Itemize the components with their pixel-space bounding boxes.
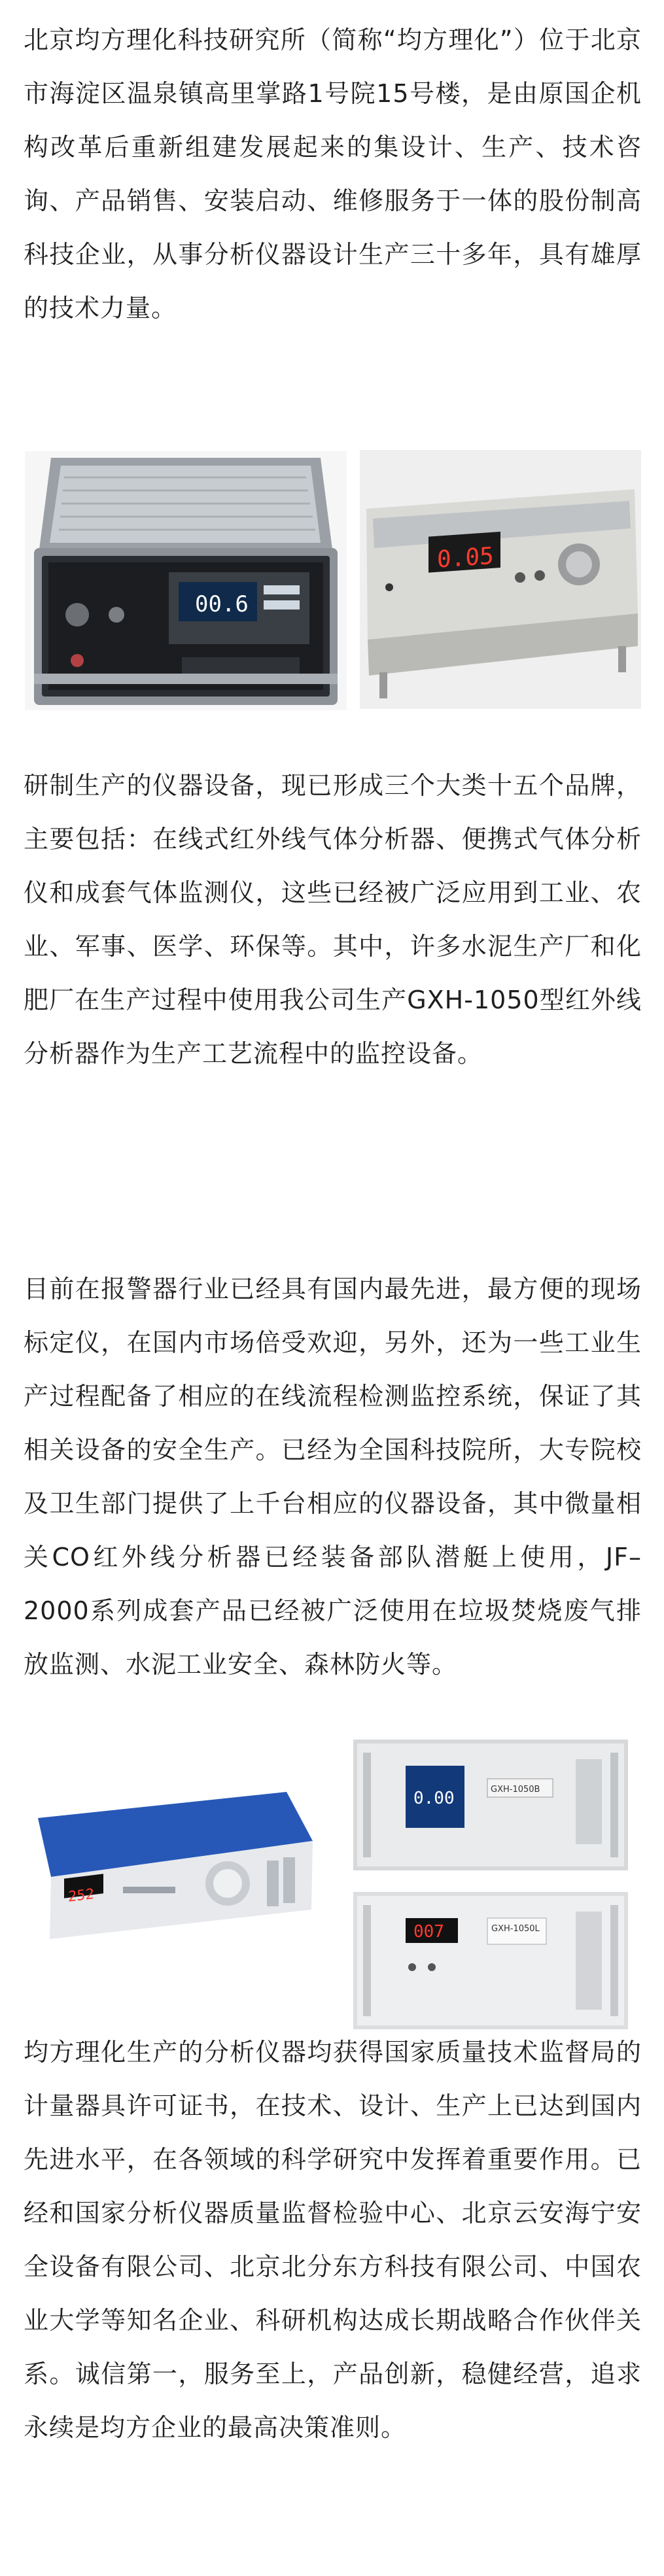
rack-blue-display-value: 252 bbox=[68, 1886, 94, 1906]
certification-paragraph: 均方理化生产的分析仪器均获得国家质量技术监督局的计量器具许可证书，在技术、设计、生产上已达到国内先进水平，在各领域的科学研究中发挥着重要作用。已经和国家分析仪器质量监督检验中心、北京云安海宁安全设备有限公司、北京北分东方科技有限公司、中国农业大学等知名企业、科研机构达成长期战略合作伙伴关系。诚信第一，服务至上，产品创新，稳健经营，追求永续是均方企业的最高决策准则。 bbox=[24, 2038, 642, 2442]
portable-gas-analyzer-photo bbox=[25, 451, 347, 710]
rack-analyzer-blue-photo bbox=[25, 1779, 316, 1942]
benchtop-analyzer-photo bbox=[360, 450, 641, 709]
applications-paragraph: 目前在报警器行业已经具有国内最先进，最方便的现场标定仪，在国内市场倍受欢迎，另外，还为一些工业生产过程配备了相应的在线流程检测监控系统，保证了其相关设备的安全生产。已经为全国科技院所，大专院校及卫生部门提供了上千台相应的仪器设备，其中微量相关CO红外线分析器已经装备部队潜艇上使用，JF–2000系列成套产品已经被广泛使用在垃圾焚烧废气排放监测、水泥工业安全、森林防火等。 bbox=[24, 1275, 642, 1679]
portable-display-value: 00.6 bbox=[195, 591, 249, 617]
intro-paragraph: 北京均方理化科技研究所（简称“均方理化”）位于北京市海淀区温泉镇高里掌路1号院15号楼，是由原国企机构改革后重新组建发展起来的集设计、生产、技术咨询、产品销售、安装启动、维修服务于一体的股份制高科技企业，从事分析仪器设计生产三十多年，具有雄厚的技术力量。 bbox=[24, 26, 642, 322]
bench-display-value: 0.05 bbox=[437, 542, 494, 574]
rack-bottom-display-value: 007 bbox=[413, 1922, 444, 1942]
products-paragraph: 研制生产的仪器设备，现已形成三个大类十五个品牌，主要包括：在线式红外线气体分析器、便携式气体分析仪和成套气体监测仪，这些已经被广泛应用到工业、农业、军事、医学、环保等。其中，许多水泥生产厂和化肥厂在生产过程中使用我公司生产GXH-1050型红外线分析器作为生产工艺流程中的监控设备。 bbox=[24, 771, 642, 1068]
rack-analyzer-top-photo bbox=[340, 1726, 641, 1878]
rack-bottom-model-label: GXH-1050L bbox=[491, 1924, 540, 1934]
rack-top-model-label: GXH-1050B bbox=[491, 1785, 540, 1795]
rack-top-display-value: 0.00 bbox=[413, 1789, 455, 1808]
rack-analyzer-bottom-photo bbox=[340, 1882, 641, 2038]
